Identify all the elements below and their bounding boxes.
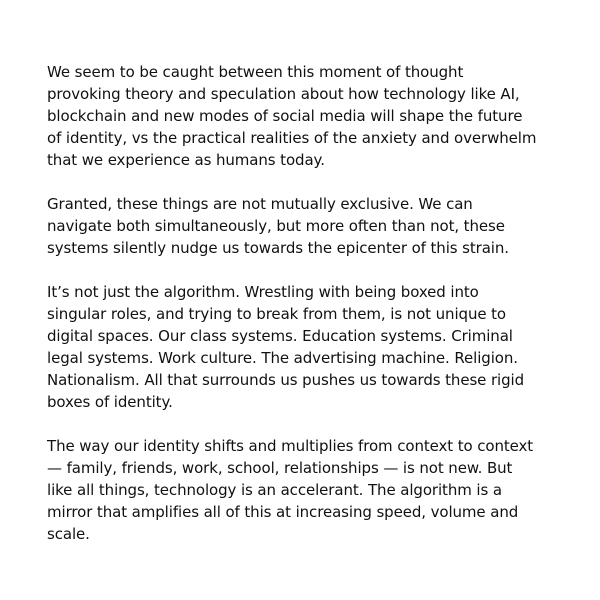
text-line: digital spaces. Our class systems. Education systems. Criminal bbox=[47, 327, 513, 345]
text-line: navigate both simultaneously, but more often than not, these bbox=[47, 217, 505, 235]
text-line: blockchain and new modes of social media will shape the future bbox=[47, 107, 523, 125]
text-line: of identity, vs the practical realities of the anxiety and overwhelm bbox=[47, 129, 537, 147]
text-line: singular roles, and trying to break from them, is not unique to bbox=[47, 305, 507, 323]
paragraph-3 bbox=[47, 281, 567, 413]
text-body bbox=[47, 61, 567, 567]
text-line: mirror that amplifies all of this at increasing speed, volume and bbox=[47, 503, 519, 521]
text-line: Granted, these things are not mutually exclusive. We can bbox=[47, 195, 473, 213]
text-line: legal systems. Work culture. The advertising machine. Religion. bbox=[47, 349, 518, 367]
paragraph-2 bbox=[47, 193, 567, 259]
paragraph-1 bbox=[47, 61, 567, 171]
text-line: Nationalism. All that surrounds us pushes us towards these rigid bbox=[47, 371, 525, 389]
text-line: The way our identity shifts and multiplies from context to context bbox=[47, 437, 534, 455]
text-line: We seem to be caught between this moment of thought bbox=[47, 63, 464, 81]
text-line: scale. bbox=[47, 525, 90, 543]
text-line: like all things, technology is an accelerant. The algorithm is a bbox=[47, 481, 502, 499]
text-line: It’s not just the algorithm. Wrestling with being boxed into bbox=[47, 283, 479, 301]
text-line: boxes of identity. bbox=[47, 393, 173, 411]
text-line: systems silently nudge us towards the epicenter of this strain. bbox=[47, 239, 509, 257]
text-line: that we experience as humans today. bbox=[47, 151, 325, 169]
text-line: — family, friends, work, school, relationships — is not new. But bbox=[47, 459, 513, 477]
text-line: provoking theory and speculation about how technology like AI, bbox=[47, 85, 520, 103]
paragraph-4 bbox=[47, 435, 567, 545]
